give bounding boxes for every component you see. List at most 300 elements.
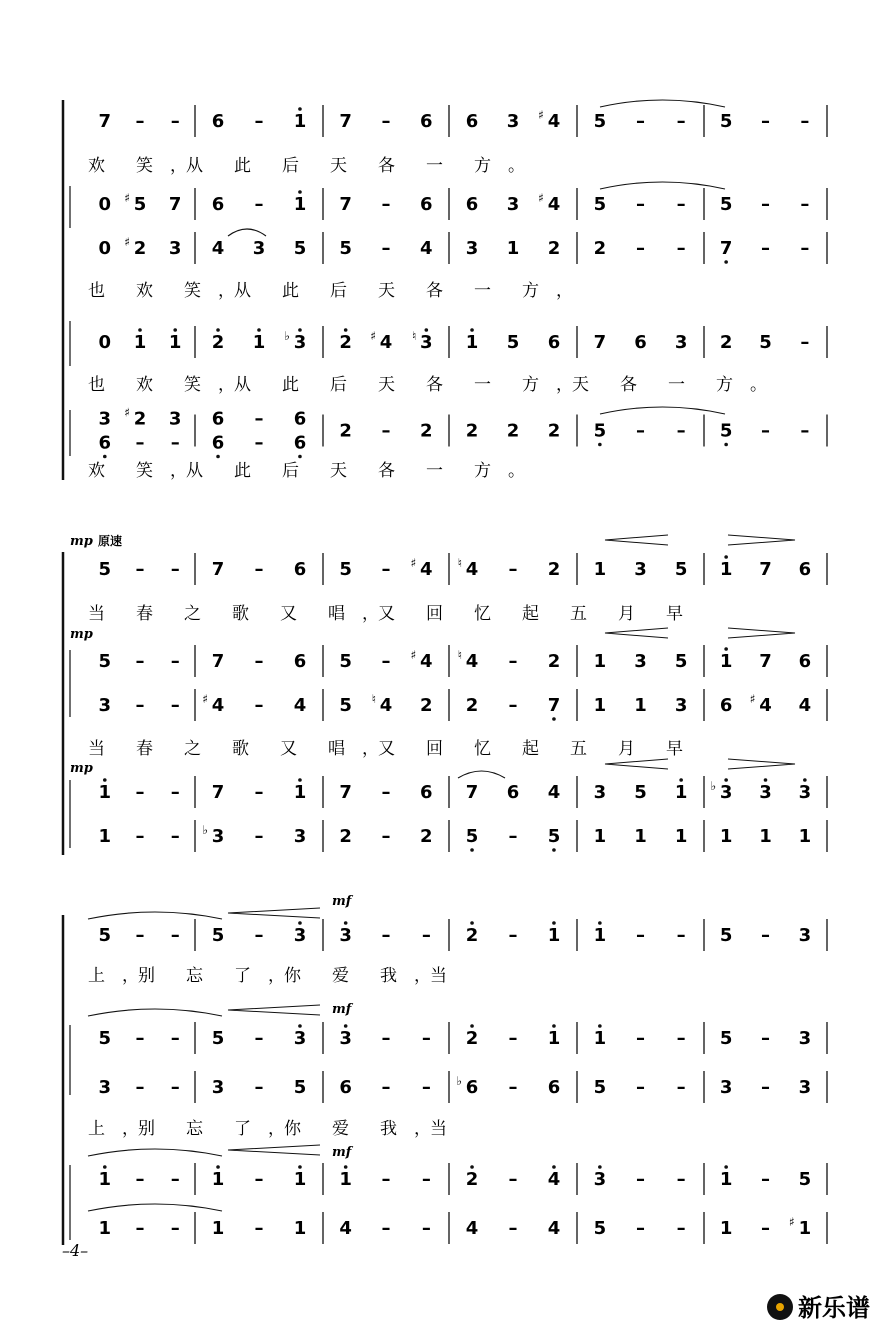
- note: 1: [293, 782, 307, 803]
- note: –: [135, 782, 145, 803]
- lyric-char: 了: [234, 1119, 251, 1139]
- note: –: [170, 111, 180, 132]
- note: 7: [211, 782, 225, 803]
- lyric-char: 回: [426, 739, 443, 759]
- lyric-char: 歌: [232, 739, 249, 759]
- note: 2: [420, 695, 433, 716]
- lyric-char: 后: [282, 156, 299, 176]
- lyric-char: 天: [378, 281, 395, 301]
- lyric-char: 笑: [184, 375, 201, 395]
- note: 5: [339, 559, 352, 580]
- note: 2: [420, 826, 433, 847]
- note: 1: [719, 651, 733, 672]
- lyric-char: 。: [508, 156, 525, 176]
- note: 6: [465, 194, 479, 215]
- lyric-char: ，: [268, 966, 285, 986]
- crescendo: [228, 1005, 320, 1015]
- note: –: [636, 1218, 645, 1239]
- decrescendo: [728, 628, 795, 638]
- lyric-char: 起: [522, 739, 539, 759]
- lyric-char: 欢: [136, 281, 153, 301]
- lyric-char: ，: [362, 739, 379, 759]
- note: 3: [593, 1169, 607, 1190]
- note: 3: [98, 1077, 112, 1098]
- note: 3: [674, 695, 688, 716]
- octave-dot: [552, 1024, 556, 1028]
- note: 1: [719, 826, 733, 847]
- accidental: ♯: [789, 1215, 795, 1229]
- note: 5: [547, 826, 561, 847]
- note: 6: [293, 408, 307, 430]
- note: –: [170, 695, 180, 716]
- note: –: [381, 1169, 391, 1190]
- note: 3: [98, 695, 112, 716]
- lyric-char: ，: [414, 966, 431, 986]
- note: 3: [674, 332, 688, 353]
- note: 6: [420, 111, 433, 132]
- note: –: [421, 925, 431, 946]
- accidental: ♯: [410, 556, 417, 570]
- note: 5: [719, 194, 733, 215]
- note: 1: [293, 194, 307, 215]
- note: –: [135, 651, 145, 672]
- note: 5: [133, 194, 147, 215]
- note: –: [636, 1077, 645, 1098]
- lyric-char: 又: [378, 604, 395, 624]
- lyric-char: 爱: [332, 966, 349, 986]
- note: –: [421, 1028, 431, 1049]
- octave-dot: [552, 1165, 556, 1169]
- note: –: [170, 925, 180, 946]
- note: –: [676, 1028, 686, 1049]
- lyric-char: ，: [556, 281, 573, 301]
- crescendo: [605, 628, 668, 638]
- lyric-char: 春: [136, 739, 153, 759]
- octave-dot: [470, 328, 474, 332]
- lyric-char: 你: [284, 1119, 301, 1139]
- note: –: [676, 420, 686, 442]
- note: –: [508, 651, 518, 672]
- note: 7: [211, 651, 225, 672]
- note: –: [508, 1077, 518, 1098]
- accidental: ♯: [749, 692, 756, 706]
- note: 2: [547, 238, 561, 259]
- slur: [88, 1149, 222, 1156]
- note: –: [254, 1028, 264, 1049]
- note: –: [508, 1169, 518, 1190]
- note: 2: [719, 332, 733, 353]
- note: –: [170, 1169, 180, 1190]
- note: 3: [506, 194, 520, 215]
- octave-dot: [724, 647, 728, 651]
- octave-dot: [216, 455, 220, 459]
- note: 6: [420, 782, 433, 803]
- note: 7: [339, 111, 352, 132]
- note: 5: [593, 1077, 607, 1098]
- tempo-marking: 原速: [98, 534, 123, 548]
- note: 1: [593, 651, 607, 672]
- note: 3: [211, 1077, 225, 1098]
- lyric-char: 歌: [232, 604, 249, 624]
- note: 1: [293, 1218, 307, 1239]
- note: 5: [98, 1028, 112, 1049]
- note: 4: [211, 695, 225, 716]
- note: 5: [593, 1218, 607, 1239]
- lyric-char: ，: [268, 1119, 285, 1139]
- crescendo: [228, 1145, 320, 1155]
- octave-dot: [552, 848, 556, 852]
- note: –: [676, 1077, 686, 1098]
- lyric-char: 你: [284, 966, 301, 986]
- crescendo: [605, 535, 668, 545]
- note: –: [761, 194, 770, 215]
- note: 1: [674, 782, 688, 803]
- watermark-text: 新乐谱: [798, 1294, 870, 1322]
- note: –: [135, 111, 145, 132]
- slur: [88, 912, 222, 919]
- note: 3: [798, 1028, 812, 1049]
- dynamic-marking: mf: [332, 1002, 352, 1017]
- note: 1: [211, 1218, 225, 1239]
- accidental: ♮: [412, 329, 417, 343]
- slur: [228, 229, 266, 236]
- note: 4: [547, 1218, 561, 1239]
- note: –: [254, 695, 264, 716]
- accidental: ♭: [284, 329, 290, 343]
- note: –: [761, 925, 770, 946]
- lyric-char: 方: [716, 375, 733, 395]
- note: 3: [798, 925, 812, 946]
- note: –: [800, 238, 810, 259]
- note: 1: [98, 1169, 112, 1190]
- note: –: [254, 782, 264, 803]
- octave-dot: [598, 1165, 602, 1169]
- note: 5: [211, 1028, 225, 1049]
- note: 7: [98, 111, 112, 132]
- note: 7: [339, 194, 352, 215]
- note: 2: [339, 420, 352, 442]
- note: –: [254, 1077, 264, 1098]
- octave-dot: [470, 848, 474, 852]
- accidental: ♯: [410, 648, 417, 662]
- note: 1: [168, 332, 182, 353]
- note: 6: [211, 432, 225, 454]
- slur: [600, 100, 725, 107]
- note: 2: [593, 238, 607, 259]
- note: –: [381, 925, 391, 946]
- note: 4: [759, 695, 772, 716]
- note: –: [800, 111, 810, 132]
- note: 6: [798, 559, 812, 580]
- note: –: [761, 1218, 770, 1239]
- note: –: [508, 1028, 518, 1049]
- note: 7: [465, 782, 479, 803]
- note: 1: [798, 1218, 812, 1239]
- note: 3: [252, 238, 266, 259]
- note: –: [170, 559, 180, 580]
- note: 6: [211, 408, 225, 430]
- note: –: [170, 1218, 180, 1239]
- note: 6: [465, 1077, 479, 1098]
- note: –: [381, 826, 391, 847]
- note: 3: [293, 826, 307, 847]
- note: 5: [465, 826, 479, 847]
- note: –: [381, 238, 391, 259]
- note: –: [800, 332, 810, 353]
- lyric-char: 唱: [328, 604, 345, 624]
- accidental: ♯: [124, 235, 130, 249]
- note: –: [135, 826, 145, 847]
- lyric-char: 月: [618, 604, 635, 624]
- note: 1: [759, 826, 772, 847]
- lyric-char: 又: [280, 604, 297, 624]
- note: 3: [465, 238, 479, 259]
- dynamic-marking: mf: [332, 894, 352, 909]
- note: 5: [759, 332, 772, 353]
- lyric-char: 当: [88, 739, 105, 759]
- note: 5: [719, 111, 733, 132]
- note: 1: [593, 925, 607, 946]
- note: –: [254, 408, 264, 430]
- octave-dot: [344, 328, 348, 332]
- lyric-char: 回: [426, 604, 443, 624]
- accidental: ♭: [710, 779, 717, 793]
- note: 1: [98, 826, 112, 847]
- lyric-char: 也: [88, 375, 105, 395]
- note: 1: [547, 1028, 561, 1049]
- lyric-char: 此: [234, 156, 251, 176]
- note: 2: [465, 925, 479, 946]
- note: 5: [674, 651, 688, 672]
- note: 4: [547, 782, 561, 803]
- note: 1: [634, 695, 647, 716]
- lyric-char: 忆: [474, 739, 491, 759]
- note: 5: [719, 420, 733, 442]
- note: –: [381, 1077, 391, 1098]
- note: 6: [634, 332, 647, 353]
- note: 1: [293, 1169, 307, 1190]
- lyric-char: 唱: [328, 739, 345, 759]
- octave-dot: [344, 921, 348, 925]
- note: –: [636, 111, 645, 132]
- note: –: [135, 925, 145, 946]
- note: 2: [133, 408, 147, 430]
- note: 4: [547, 194, 561, 215]
- note: –: [676, 1218, 686, 1239]
- note: –: [676, 111, 686, 132]
- note: 1: [339, 1169, 352, 1190]
- lyric-char: 各: [378, 156, 395, 176]
- note: –: [421, 1169, 431, 1190]
- note: 2: [465, 420, 479, 442]
- note: 7: [339, 782, 352, 803]
- octave-dot: [724, 260, 728, 264]
- lyric-char: 月: [618, 739, 635, 759]
- octave-dot: [103, 778, 107, 782]
- note: –: [421, 1218, 431, 1239]
- note: –: [170, 651, 180, 672]
- note: 5: [339, 238, 352, 259]
- note: 5: [293, 238, 307, 259]
- note: –: [508, 826, 518, 847]
- note: 6: [465, 111, 479, 132]
- note: 0: [98, 332, 112, 353]
- lyric-char: 天: [330, 156, 347, 176]
- note: 5: [719, 925, 733, 946]
- octave-dot: [552, 717, 556, 721]
- lyric-char: ，: [122, 1119, 139, 1139]
- octave-dot: [216, 1165, 220, 1169]
- octave-dot: [344, 1165, 348, 1169]
- octave-dot: [298, 921, 302, 925]
- lyric-char: 上: [88, 966, 105, 986]
- note: 4: [293, 695, 307, 716]
- note: 1: [674, 826, 688, 847]
- note: –: [761, 1169, 770, 1190]
- accidental: ♭: [202, 823, 209, 837]
- note: 1: [293, 111, 307, 132]
- lyric-char: 一: [668, 375, 685, 395]
- accidental: ♯: [538, 108, 544, 122]
- lyric-char: 一: [474, 281, 491, 301]
- note: –: [761, 1077, 770, 1098]
- note: –: [135, 1169, 145, 1190]
- note: –: [761, 1028, 770, 1049]
- slur: [458, 771, 505, 778]
- lyric-char: 忘: [186, 1119, 203, 1139]
- lyric-char: ，: [218, 281, 235, 301]
- lyric-char: 别: [138, 966, 155, 986]
- note: 5: [719, 1028, 733, 1049]
- note: 1: [547, 925, 561, 946]
- note: 3: [339, 1028, 352, 1049]
- lyric-char: ，: [362, 604, 379, 624]
- slur: [600, 182, 725, 189]
- note: –: [381, 1028, 391, 1049]
- note: –: [254, 925, 264, 946]
- note: 6: [420, 194, 433, 215]
- note: 1: [211, 1169, 225, 1190]
- accidental: ♯: [538, 191, 544, 205]
- lyric-char: 别: [138, 1119, 155, 1139]
- note: 6: [211, 111, 225, 132]
- lyric-char: 当: [430, 1119, 447, 1139]
- octave-dot: [470, 1165, 474, 1169]
- octave-dot: [103, 1165, 107, 1169]
- note: 3: [719, 1077, 733, 1098]
- octave-dot: [724, 555, 728, 559]
- note: 2: [211, 332, 225, 353]
- note: 0: [98, 238, 112, 259]
- note: 1: [634, 826, 647, 847]
- note: –: [508, 695, 518, 716]
- accidental: ♯: [202, 692, 209, 706]
- note: –: [135, 559, 145, 580]
- note: 4: [379, 332, 393, 353]
- note: 3: [634, 651, 647, 672]
- octave-dot: [173, 328, 177, 332]
- note: 5: [674, 559, 688, 580]
- note: –: [381, 194, 391, 215]
- note: 6: [798, 651, 812, 672]
- note: –: [170, 826, 180, 847]
- note: –: [135, 1077, 145, 1098]
- note: 2: [547, 420, 561, 442]
- note: 2: [465, 1169, 479, 1190]
- note: –: [381, 651, 391, 672]
- note: 6: [293, 432, 307, 454]
- note: 6: [339, 1077, 352, 1098]
- note: 5: [593, 194, 607, 215]
- decrescendo: [728, 535, 795, 545]
- lyric-char: 我: [380, 1119, 397, 1139]
- lyric-char: 欢: [136, 375, 153, 395]
- note: –: [135, 432, 145, 454]
- lyric-char: 从: [186, 156, 203, 176]
- octave-dot: [764, 778, 768, 782]
- note: 5: [211, 925, 225, 946]
- note: 2: [547, 559, 561, 580]
- note: 6: [293, 559, 307, 580]
- lyric-char: 后: [330, 281, 347, 301]
- note: 2: [465, 695, 479, 716]
- lyric-char: 春: [136, 604, 153, 624]
- octave-dot: [598, 1024, 602, 1028]
- note: 1: [719, 559, 733, 580]
- note: 1: [98, 1218, 112, 1239]
- lyric-char: 后: [282, 461, 299, 481]
- lyric-char: ，: [556, 375, 573, 395]
- note: –: [636, 238, 645, 259]
- note: 5: [98, 651, 112, 672]
- accidental: ♭: [456, 1074, 463, 1088]
- note: 1: [593, 1028, 607, 1049]
- note: 3: [593, 782, 607, 803]
- note: 3: [798, 1077, 812, 1098]
- note: –: [254, 651, 264, 672]
- lyric-char: ，: [170, 461, 187, 481]
- note: 3: [211, 826, 225, 847]
- lyric-char: 天: [330, 461, 347, 481]
- note: 0: [98, 194, 112, 215]
- lyric-char: 欢: [88, 461, 105, 481]
- note: 3: [98, 408, 112, 430]
- note: –: [254, 432, 264, 454]
- slur: [88, 1204, 222, 1211]
- dynamic-marking: mf: [332, 1145, 352, 1160]
- watermark-logo-dot: [776, 1303, 784, 1311]
- note: –: [254, 559, 264, 580]
- note: 6: [293, 651, 307, 672]
- note: 5: [798, 1169, 812, 1190]
- note: 3: [293, 1028, 307, 1049]
- note: 4: [420, 651, 433, 672]
- lyric-char: 各: [620, 375, 637, 395]
- note: 3: [293, 332, 307, 353]
- lyric-char: ，: [414, 1119, 431, 1139]
- lyric-char: 方: [522, 375, 539, 395]
- note: –: [254, 1169, 264, 1190]
- note: –: [254, 194, 264, 215]
- octave-dot: [138, 328, 142, 332]
- note: 3: [420, 332, 433, 353]
- note: 2: [506, 420, 520, 442]
- note: –: [135, 695, 145, 716]
- note: 6: [719, 695, 733, 716]
- note: 3: [168, 238, 182, 259]
- lyric-char: 一: [426, 461, 443, 481]
- dynamic-marking: mp: [70, 627, 93, 642]
